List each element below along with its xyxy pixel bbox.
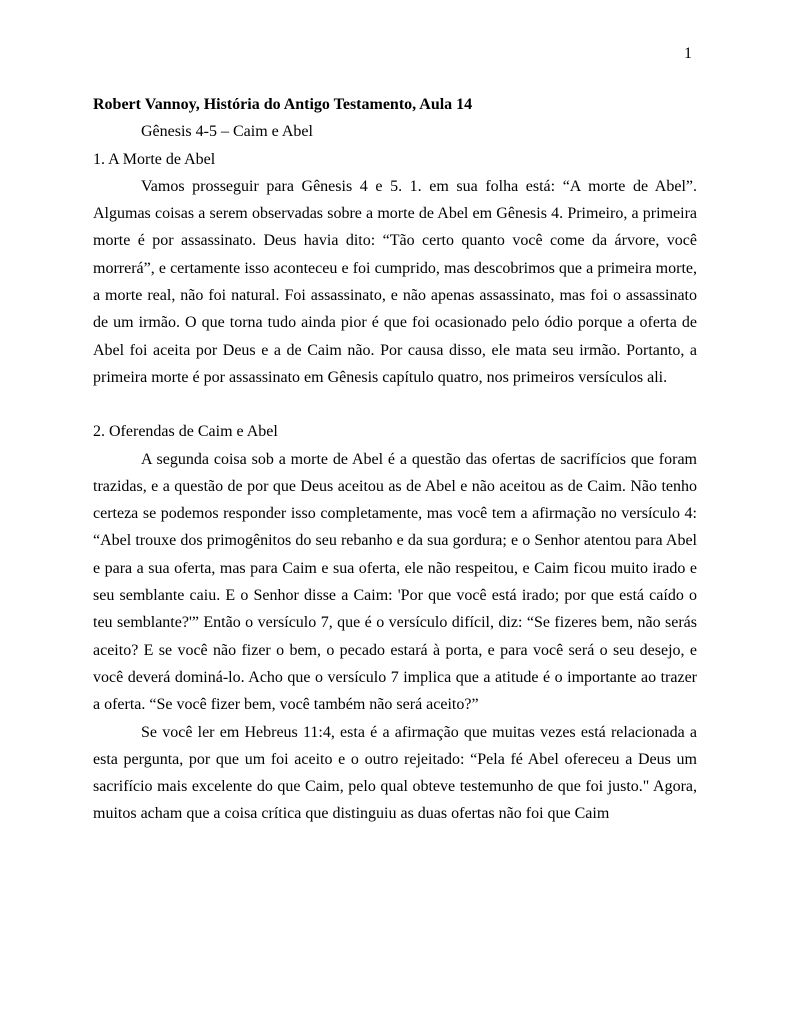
document-body: [93, 91, 697, 828]
section-1-paragraph-1: Vamos prosseguir para Gênesis 4 e 5. 1. em sua folha está: “A morte de Abel”. Algumas coisas a serem observadas sobre a morte de Abel em Gênesis 4. Primeiro, a primeira morte é por assassinato. Deus havia dito: “Tão certo quanto você come da árvore, você morrerá”, e certamente isso aconteceu e foi cumprido, mas descobrimos que a primeira morte, a morte real, não foi natural. Foi assassinato, e não apenas assassinato, mas foi o assassinato de um irmão. O que torna tudo ainda pior é que foi ocasionado pelo ódio porque a oferta de Abel foi aceita por Deus e a de Caim não. Por causa disso, ele mata seu irmão. Portanto, a primeira morte é por assassinato em Gênesis capítulo quatro, nos primeiros versículos ali.: [93, 177, 697, 386]
section-2-paragraph-1: A segunda coisa sob a morte de Abel é a questão das ofertas de sacrifícios que foram trazidas, e a questão de por que Deus aceitou as de Abel e não aceitou as de Caim. Não tenho certeza se podemos responder isso completamente, mas você tem a afirmação no versículo 4: “Abel trouxe dos primogênitos do seu rebanho e da sua gordura; e o Senhor atentou para Abel e para a sua oferta, mas para Caim e sua oferta, ele não respeitou, e Caim ficou muito irado e seu semblante caiu. E o Senhor disse a Caim: 'Por que você está irado; por que está caído o teu semblante?'” Então o versículo 7, que é o versículo difícil, diz: “Se fizeres bem, não serás aceito? E se você não fizer o bem, o pecado estará à porta, e para você será o seu desejo, e você deverá dominá-lo. Acho que o versículo 7 implica que a atitude é o importante ao trazer a oferta. “Se você fizer bem, você também não será aceito?”: [93, 450, 697, 714]
section-2-paragraph-2: Se você ler em Hebreus 11:4, esta é a afirmação que muitas vezes está relacionada a esta pergunta, por que um foi aceito e o outro rejeitado: “Pela fé Abel ofereceu a Deus um sacrifício mais excelente do que Caim, pelo qual obteve testemunho de que foi justo." Agora, muitos acham que a coisa crítica que distinguiu as duas ofertas não foi que Caim: [93, 723, 697, 823]
page-number: 1: [684, 45, 692, 62]
section-heading-offerings: 2. Oferendas de Caim e Abel: [93, 423, 278, 441]
section-spacer: [93, 391, 697, 418]
lecture-subtitle: Gênesis 4-5 – Caim e Abel: [141, 123, 313, 141]
lecture-title: Robert Vannoy, História do Antigo Testamento, Aula 14: [93, 96, 473, 113]
section-heading-death-of-abel: 1. A Morte de Abel: [93, 150, 216, 168]
